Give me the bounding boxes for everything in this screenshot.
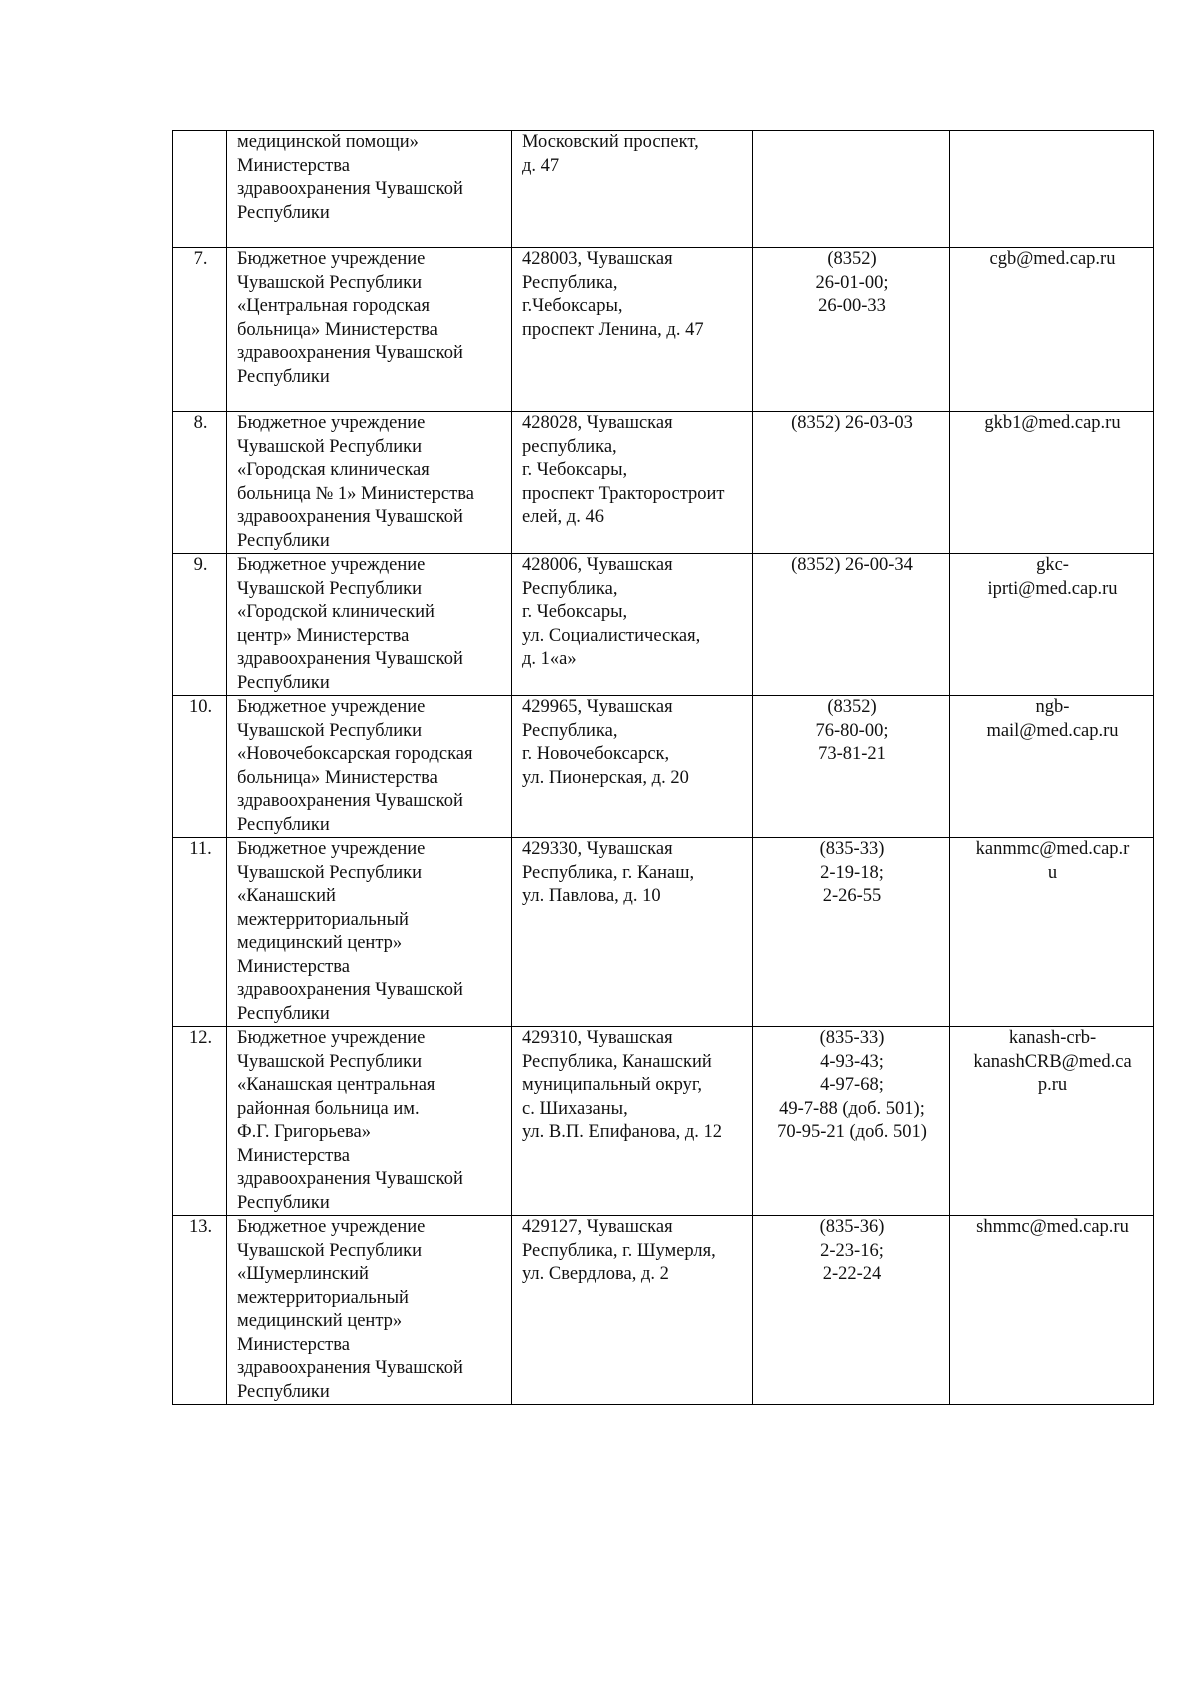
institution-name-cell — [227, 412, 512, 554]
institution-name-cell-line: Республики — [237, 1381, 330, 1402]
institution-name-cell-line: «Городской клинический — [237, 602, 435, 622]
phone-cell — [753, 412, 950, 554]
email-cell-line: cgb@med.cap.ru — [989, 249, 1116, 269]
institution-name-cell-line: «Центральная городская — [237, 296, 430, 316]
institution-name-cell-line: Министерства — [237, 1334, 350, 1355]
institution-name-cell-line: Министерства — [237, 956, 350, 977]
email-cell — [950, 696, 1154, 838]
row-number-cell: 12. — [173, 1027, 227, 1216]
email-cell-line: u — [1047, 862, 1058, 883]
row-number-cell: 8. — [173, 412, 227, 554]
institution-name-cell — [227, 554, 512, 696]
institution-name-cell-line: здравоохранения Чувашской — [237, 980, 463, 1000]
address-cell-line: г. Чебоксары, — [522, 602, 628, 622]
address-cell-line: 428006, Чувашская — [522, 555, 673, 575]
address-cell — [512, 1216, 753, 1405]
address-cell-line: 429965, Чувашская — [522, 697, 673, 717]
table-row — [173, 838, 1154, 1027]
row-number-cell: 13. — [173, 1216, 227, 1405]
address-cell-line: г. Чебоксары, — [522, 460, 628, 480]
institution-name-cell-line: здравоохранения Чувашской — [237, 649, 463, 669]
institution-name-cell-line: больница» Министерства — [237, 767, 438, 788]
row-number-cell: 7. — [173, 248, 227, 412]
email-cell — [950, 1027, 1154, 1216]
phone-cell-line: (8352) 26-00-34 — [791, 555, 913, 575]
table-row — [173, 1027, 1154, 1216]
table-row — [173, 412, 1154, 554]
institution-name-cell — [227, 248, 512, 412]
table-row — [173, 131, 1154, 248]
phone-cell — [753, 1027, 950, 1216]
email-cell — [950, 248, 1154, 412]
address-cell-line: Республика, Канашский — [522, 1051, 712, 1072]
institution-name-cell — [227, 1027, 512, 1216]
address-cell — [512, 554, 753, 696]
institution-name-cell-line: Бюджетное учреждение — [237, 697, 426, 717]
email-cell-line: gkb1@med.cap.ru — [984, 413, 1121, 433]
institution-name-cell-line: Республики — [237, 1192, 330, 1213]
phone-cell-line: (8352) — [827, 249, 877, 269]
institution-name-cell-line: Республики — [237, 366, 330, 387]
institution-name-cell-line: Чувашской Республики — [237, 578, 423, 599]
institution-name-cell-line: центр» Министерства — [237, 625, 410, 646]
institution-name-cell-line: «Шумерлинский — [237, 1264, 369, 1284]
phone-cell — [753, 554, 950, 696]
institution-name-cell-line: здравоохранения Чувашской — [237, 791, 463, 811]
address-cell-line: г. Новочебоксарск, — [522, 744, 670, 764]
phone-cell — [753, 1216, 950, 1405]
institution-name-cell-line: Чувашской Республики — [237, 436, 423, 457]
institution-name-cell-line: Министерства — [237, 1145, 350, 1166]
institution-name-cell — [227, 131, 512, 248]
address-cell-line: 428003, Чувашская — [522, 249, 673, 269]
institution-name-cell-line: Бюджетное учреждение — [237, 249, 426, 269]
email-cell-line: gkc- — [1036, 555, 1069, 575]
phone-cell — [753, 696, 950, 838]
address-cell-line: 429330, Чувашская — [522, 839, 673, 859]
institution-name-cell-line: Бюджетное учреждение — [237, 555, 426, 575]
email-cell-line: p.ru — [1037, 1075, 1068, 1095]
address-cell-line: ул. Пионерская, д. 20 — [522, 767, 689, 788]
institution-name-cell-line: здравоохранения Чувашской — [237, 179, 463, 199]
institution-name-cell-line: больница № 1» Министерства — [237, 483, 474, 504]
phone-cell-line: 26-01-00; — [815, 272, 889, 293]
phone-cell-line: 2-22-24 — [822, 1264, 882, 1284]
email-cell-line: ngb- — [1035, 697, 1070, 717]
address-cell-line: ул. Социалистическая, — [522, 625, 701, 646]
institution-name-cell — [227, 696, 512, 838]
institution-name-cell-line: районная больница им. — [237, 1098, 420, 1119]
email-cell — [950, 1216, 1154, 1405]
institution-name-cell-line: Чувашской Республики — [237, 1240, 423, 1261]
address-cell-line: Республика, г. Шумерля, — [522, 1240, 716, 1261]
phone-cell-line: (8352) 26-03-03 — [791, 413, 913, 433]
institution-name-cell-line: «Городская клиническая — [237, 460, 430, 480]
address-cell-line: 429310, Чувашская — [522, 1028, 673, 1048]
phone-cell — [753, 248, 950, 412]
phone-cell-line: 26-00-33 — [818, 296, 886, 316]
table-row — [173, 696, 1154, 838]
institution-name-cell-line: медицинской помощи» — [237, 132, 419, 152]
table-row — [173, 248, 1154, 412]
address-cell-line: Московский проспект, — [522, 132, 699, 152]
institution-name-cell-line: Чувашской Республики — [237, 720, 423, 741]
email-cell-line: iprti@med.cap.ru — [987, 578, 1118, 599]
phone-cell-line: 73-81-21 — [818, 744, 886, 764]
institution-name-cell-line: «Новочебоксарская городская — [237, 744, 473, 764]
address-cell-line: 428028, Чувашская — [522, 413, 673, 433]
institution-name-cell-line: Республики — [237, 814, 330, 835]
phone-cell-line: 70-95-21 (доб. 501) — [777, 1122, 927, 1142]
email-cell-line: kanash-crb- — [1008, 1028, 1097, 1048]
institution-name-cell-line: Республики — [237, 672, 330, 693]
institution-name-cell-line: Бюджетное учреждение — [237, 839, 426, 859]
address-cell-line: проспект Ленина, д. 47 — [522, 319, 704, 340]
phone-cell-line: 49-7-88 (доб. 501); — [779, 1098, 925, 1119]
address-cell — [512, 248, 753, 412]
phone-cell-line: (835-33) — [819, 1028, 885, 1048]
address-cell-line: ул. Свердлова, д. 2 — [522, 1264, 669, 1284]
row-number-cell: 10. — [173, 696, 227, 838]
address-cell-line: д. 47 — [522, 155, 560, 176]
phone-cell-line: 76-80-00; — [815, 720, 889, 741]
institution-name-cell-line: медицинский центр» — [237, 933, 403, 953]
phone-cell — [753, 838, 950, 1027]
institution-name-cell-line: межтерриториальный — [237, 1287, 409, 1308]
institution-name-cell-line: Республики — [237, 530, 330, 551]
email-cell-line: kanmmc@med.cap.r — [975, 839, 1130, 859]
phone-cell — [753, 131, 950, 248]
phone-cell-line: 2-23-16; — [820, 1240, 884, 1261]
institution-name-cell-line: «Канашский — [237, 886, 336, 906]
address-cell — [512, 131, 753, 248]
address-cell-line: г.Чебоксары, — [522, 296, 623, 316]
email-cell — [950, 554, 1154, 696]
institution-name-cell-line: Чувашской Республики — [237, 862, 423, 883]
institution-name-cell-line: Республики — [237, 202, 330, 223]
institution-name-cell-line: здравоохранения Чувашской — [237, 507, 463, 527]
address-cell — [512, 838, 753, 1027]
address-cell-line: 429127, Чувашская — [522, 1217, 673, 1237]
institution-name-cell-line: Ф.Г. Григорьева» — [237, 1122, 372, 1142]
address-cell-line: республика, — [522, 436, 617, 457]
email-cell-line: shmmc@med.cap.ru — [976, 1217, 1129, 1237]
email-cell-line: kanashCRB@med.ca — [973, 1051, 1132, 1072]
email-cell — [950, 131, 1154, 248]
address-cell-line: проспект Тракторостроит — [522, 483, 725, 504]
table-row — [173, 554, 1154, 696]
address-cell — [512, 412, 753, 554]
institution-name-cell — [227, 1216, 512, 1405]
phone-cell-line: (835-36) — [819, 1217, 885, 1237]
phone-cell-line: (835-33) — [819, 839, 885, 859]
medical-institutions-table — [172, 130, 1154, 1405]
institution-name-cell-line: больница» Министерства — [237, 319, 438, 340]
phone-cell-line: 4-93-43; — [820, 1051, 884, 1072]
institution-name-cell-line: Бюджетное учреждение — [237, 413, 426, 433]
row-number-cell: 9. — [173, 554, 227, 696]
table-body — [173, 131, 1154, 1405]
institution-name-cell-line: межтерриториальный — [237, 909, 409, 930]
institution-name-cell-line: здравоохранения Чувашской — [237, 1358, 463, 1378]
institution-name-cell-line: Чувашской Республики — [237, 1051, 423, 1072]
address-cell-line: Республика, г. Канаш, — [522, 862, 695, 883]
institution-name-cell-line: Министерства — [237, 155, 350, 176]
email-cell — [950, 412, 1154, 554]
phone-cell-line: 2-19-18; — [820, 862, 884, 883]
phone-cell-line: (8352) — [827, 697, 877, 717]
address-cell-line: ул. Павлова, д. 10 — [522, 886, 661, 906]
address-cell-line: Республика, — [522, 720, 618, 741]
phone-cell-line: 4-97-68; — [820, 1075, 884, 1095]
address-cell — [512, 1027, 753, 1216]
email-cell-line: mail@med.cap.ru — [986, 720, 1119, 741]
institution-name-cell-line: здравоохранения Чувашской — [237, 1169, 463, 1189]
address-cell-line: муниципальный округ, — [522, 1075, 702, 1095]
address-cell-line: Республика, — [522, 272, 618, 293]
institution-name-cell-line: Бюджетное учреждение — [237, 1217, 426, 1237]
address-cell-line: с. Шихазаны, — [522, 1098, 628, 1119]
address-cell — [512, 696, 753, 838]
institution-name-cell-line: медицинский центр» — [237, 1311, 403, 1331]
institution-name-cell-line: Республики — [237, 1003, 330, 1024]
row-number-cell — [173, 131, 227, 248]
address-cell-line: Республика, — [522, 578, 618, 599]
table-row — [173, 1216, 1154, 1405]
address-cell-line: д. 1«а» — [522, 649, 577, 669]
institution-name-cell-line: Чувашской Республики — [237, 272, 423, 293]
institution-name-cell — [227, 838, 512, 1027]
email-cell — [950, 838, 1154, 1027]
row-number-cell: 11. — [173, 838, 227, 1027]
phone-cell-line: 2-26-55 — [822, 886, 882, 906]
address-cell-line: ул. В.П. Епифанова, д. 12 — [522, 1122, 723, 1142]
institution-name-cell-line: «Канашская центральная — [237, 1075, 436, 1095]
address-cell-line: елей, д. 46 — [522, 507, 604, 527]
institution-name-cell-line: Бюджетное учреждение — [237, 1028, 426, 1048]
institution-name-cell-line: здравоохранения Чувашской — [237, 343, 463, 363]
